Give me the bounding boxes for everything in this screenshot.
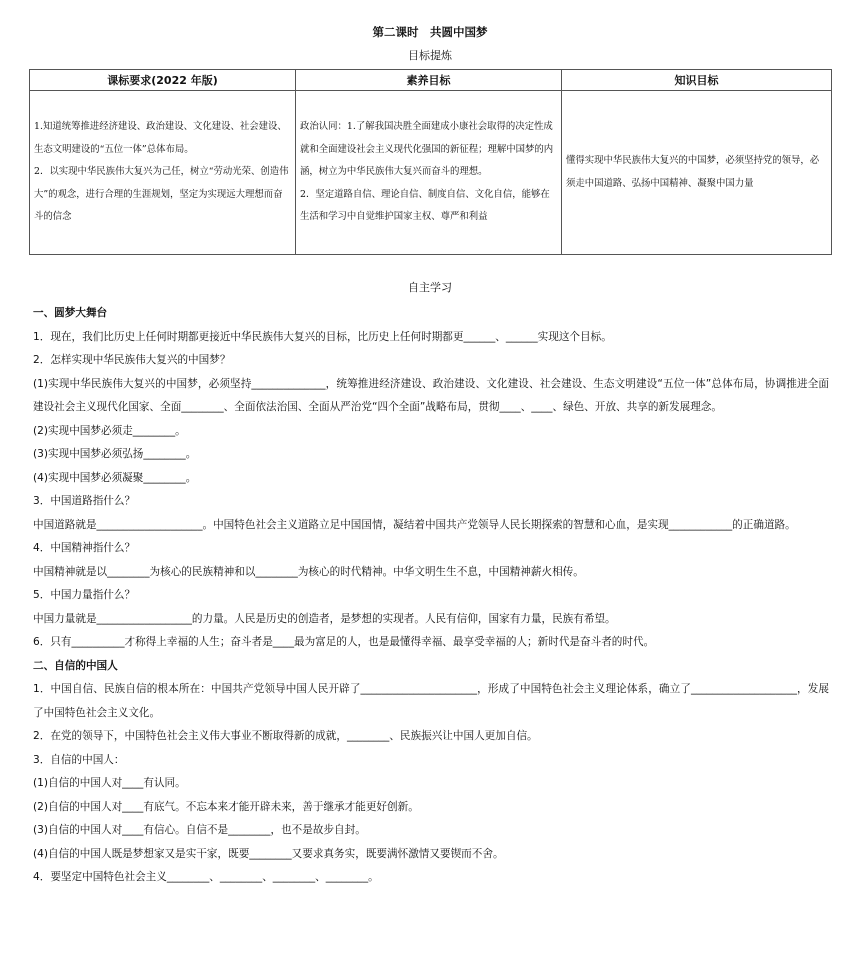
section-heading: 二、自信的中国人 [33, 659, 118, 672]
content-line: 6．只有__________才称得上幸福的人生；奋斗者是____最为富足的人，也是最懂得幸福、最享受幸福的人；新时代是奋斗者的时代。 [33, 636, 655, 648]
content-line: 3．中国道路指什么？ [33, 495, 136, 507]
content-line: 1．现在，我们比历史上任何时期都更接近中华民族伟大复兴的目标，比历史上任何时期都更______、______实现这个目标。 [33, 330, 612, 343]
header-curriculum: 课标要求(2022 年版) [30, 70, 296, 91]
header-literacy: 素养目标 [296, 70, 562, 91]
content-line: (2)实现中国梦必须走________。 [33, 424, 186, 437]
content-line: 中国力量就是__________________的力量。人民是历史的创造者，是梦想的实现者。人民有信仰，国家有力量，民族有希望。 [33, 612, 616, 625]
literacy-item: 2．坚定道路自信、理论自信、制度自信、文化自信，能够在生活和学习中自觉维护国家主权、尊严和利益 [300, 188, 550, 223]
content-line: 4．中国精神指什么？ [33, 542, 136, 554]
content-line: 2．怎样实现中华民族伟大复兴的中国梦？ [33, 354, 231, 366]
content-line: 5．中国力量指什么？ [33, 589, 136, 601]
header-knowledge: 知识目标 [562, 70, 832, 91]
curriculum-item: 2．以实现中华民族伟大复兴为己任，树立“劳动光荣、创造伟大”的观念，进行合理的生涯规划，坚定为实现远大理想而奋斗的信念 [34, 166, 289, 223]
goals-table-body-row [30, 91, 832, 255]
page-subtitle: 目标提炼 [408, 49, 452, 62]
content-line: (3)自信的中国人对____有信心。自信不是________，也不是故步自封。 [33, 824, 366, 836]
content-line: 1．中国自信、民族自信的根本所在：中国共产党领导中国人民开辟了______________________，形成了中国特色社会主义理论体系，确立了____________________，发展了中国特色社会主义文化。 [33, 683, 829, 719]
content-line: (4)实现中国梦必须凝聚________。 [33, 471, 197, 484]
study-content [33, 302, 829, 890]
content-line: 中国道路就是____________________。中国特色社会主义道路立足中国国情，凝结着中国共产党领导人民长期探索的智慧和心血，是实现____________的正确道路。 [33, 518, 796, 531]
knowledge-cell [562, 91, 832, 255]
content-line: 2．在党的领导下，中国特色社会主义伟大事业不断取得新的成就，________、民族振兴让中国人更加自信。 [33, 730, 538, 742]
literacy-item: 政治认同：1.了解我国决胜全面建成小康社会取得的决定性成就和全面建设社会主义现代化强国的新征程；理解中国梦的内涵，树立为中华民族伟大复兴而奋斗的理想。 [300, 121, 554, 178]
section-heading: 一、圆梦大舞台 [33, 307, 108, 319]
knowledge-item: 懂得实现中华民族伟大复兴的中国梦，必须坚持党的领导，必须走中国道路、弘扬中国精神、凝聚中国力量 [566, 155, 820, 189]
page-title: 第二课时 共圆中国梦 [372, 25, 488, 39]
content-line: 4．要坚定中国特色社会主义________、________、________、________。 [33, 871, 379, 883]
curriculum-item: 1.知道统筹推进经济建设、政治建设、文化建设、社会建设、生态文明建设的“五位一体”总体布局。 [34, 121, 287, 155]
goals-table [29, 69, 832, 255]
content-line: (2)自信的中国人对____有底气。不忘本来才能开辟未来，善于继承才能更好创新。 [33, 800, 419, 813]
content-line: (1)实现中华民族伟大复兴的中国梦，必须坚持______________，统筹推进经济建设、政治建设、文化建设、社会建设、生态文明建设“五位一体”总体布局，协调推进全面建设社会主义现代化国家、全面________、全面依法治国、全面从严治党“四个全面”战略布局，贯彻____、____、绿色、开放、共享的新发展理念。 [33, 377, 829, 413]
goals-table-header-row [30, 70, 832, 91]
content-line: 3．自信的中国人： [33, 753, 125, 766]
curriculum-cell [30, 91, 296, 255]
content-line: 中国精神就是以________为核心的民族精神和以________为核心的时代精神。中华文明生生不息，中国精神薪火相传。 [33, 565, 584, 578]
content-line: (4)自信的中国人既是梦想家又是实干家，既要________又要求真务实，既要满怀激情又要锲而不舍。 [33, 847, 504, 860]
content-line: (3)实现中国梦必须弘扬________。 [33, 448, 197, 460]
literacy-cell [296, 91, 562, 255]
content-line: (1)自信的中国人对____有认同。 [33, 777, 186, 789]
section-label: 自主学习 [408, 281, 452, 294]
